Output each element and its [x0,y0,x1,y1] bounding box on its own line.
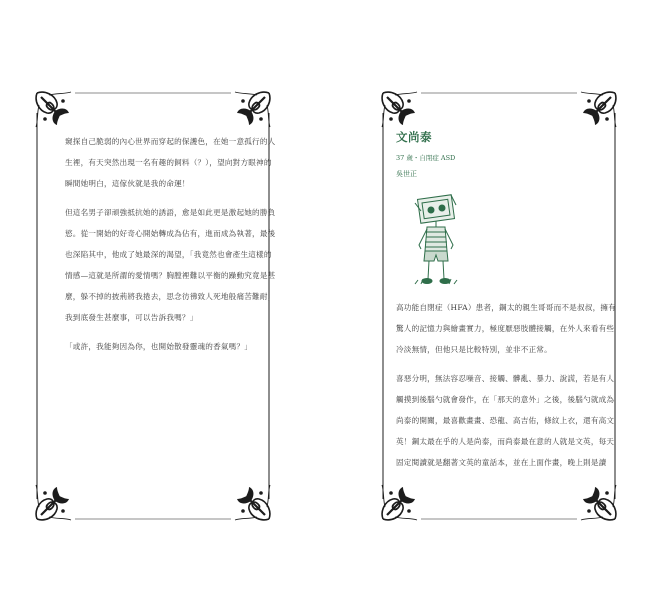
paragraph: 但這名男子卻頑強抵抗她的誘語，愈是如此更是激起她的勝負慾。從一開始的好奇心開始轉成為佔有，進而成為執著，最後也深陷其中，他成了她最深的渴望，「我竟然也會產生這樣的情感—這就是所謂的愛情嗎？胸膛裡難以平衡的躁動究竟是甚麼，躲不掉的披荊將我捲去，思念彷彿致人死地般痛苦難耐，我到底發生甚麼事，可以告訴我嗎？」 [65,208,276,322]
paragraph: 高功能自閉症（HFA）患者，鋼太的親生哥哥而不是叔叔，擁有驚人的記憶力與繪畫實力，極度厭惡肢體接觸，在外人來看有些冷淡無情，但他只是比較特別，並非不正常。 [396,303,616,354]
ornament-top-left [382,92,417,127]
character-voice-actor: 吳世正 [396,170,417,178]
left-page-body [65,131,277,365]
ornament-top-right [581,92,616,127]
paragraph: 喜惡分明，無法容忍噪音、接觸、髒亂、暴力、說謊，若是有人觸摸到後腦勺就會發作，在「那天的意外」之後，後腦勺就成為尚泰的開關，最喜歡畫畫、恐龍、高吉佑，條紋上衣，還有高文英！鋼太最在乎的人是尚泰，而尚泰最在意的人就是文英，每天固定閱讀就是翻著文英的童話本，並在上面作畫，晚上則是讀 [396,374,615,467]
left-page [35,91,276,521]
right-page [381,91,617,521]
ornament-bottom-left [382,485,417,520]
character-illustration [401,189,471,289]
ornament-bottom-left [36,485,71,520]
paragraph: 「或許，我能夠因為你，也開始散發靈魂的香氣嗎？」 [65,342,253,351]
paragraph: 窺探自己脆弱的內心世界而穿起的保護色，在她一意孤行的人生裡，有天突然出現一名有趣的飼料（？），望向對方眼神的瞬間她明白，這傢伙就是我的命運！ [65,137,276,188]
character-name: 文尚泰 [396,130,432,144]
ornament-top-left [36,92,71,127]
ornament-bottom-right [235,485,270,520]
ornament-top-right [235,92,270,127]
right-page-body [396,297,621,481]
ornament-bottom-right [581,485,616,520]
character-meta: 37 歲・自閉症 ASD [396,154,456,162]
